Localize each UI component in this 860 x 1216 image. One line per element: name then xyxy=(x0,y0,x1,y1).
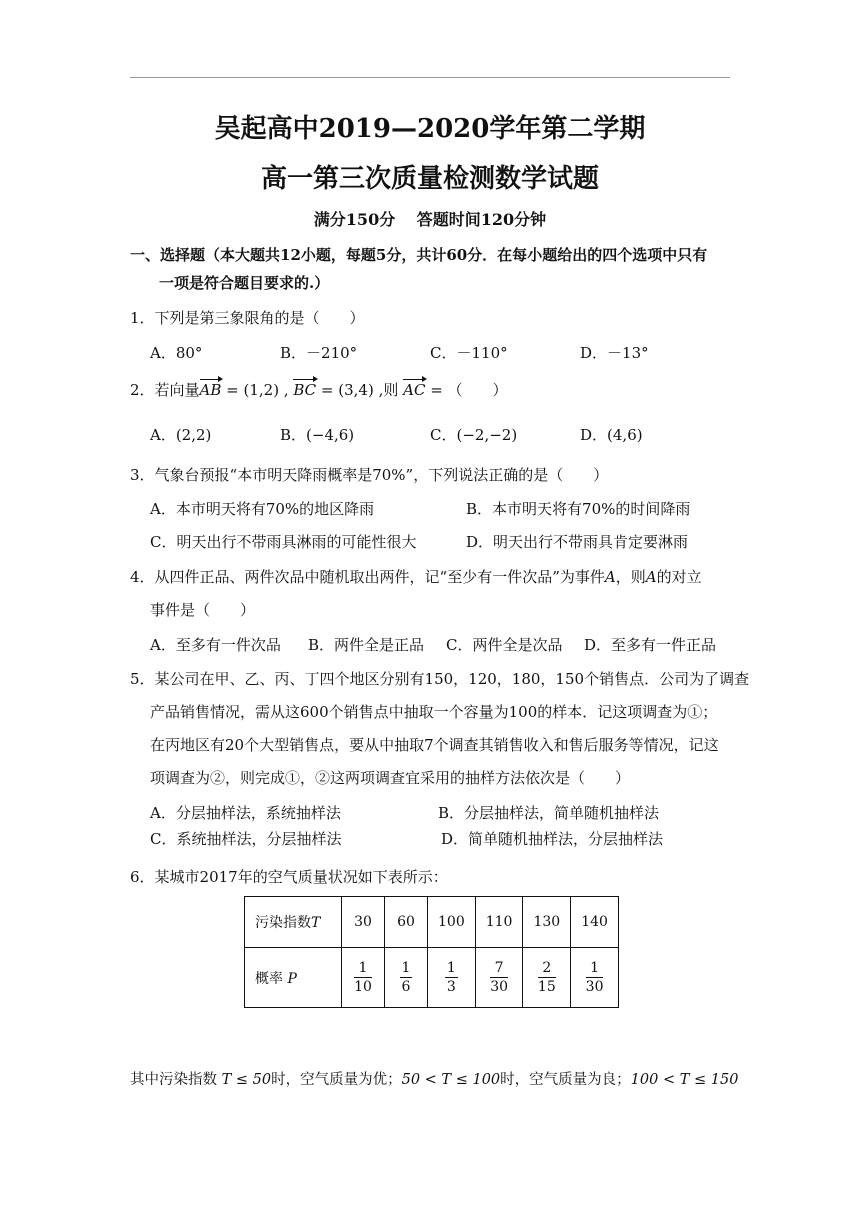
q1-stem: 1．下列是第三象限角的是（ ） xyxy=(130,309,365,327)
table-cell xyxy=(571,948,619,1008)
q4-option-d: D．至多有一件正品 xyxy=(584,636,717,654)
q2-option-d: D．(4,6) xyxy=(580,426,643,444)
q5-line1: 5．某公司在甲、乙、丙、丁四个地区分别有150，120，180，150个销售点．公司为了调查 xyxy=(130,670,750,688)
q5-option-c: C．系统抽样法，分层抽样法 xyxy=(150,830,342,848)
table-row-probability xyxy=(245,948,619,1008)
q2-prefix: 2．若向量 xyxy=(130,381,200,399)
denominator: 6 xyxy=(401,979,411,995)
denominator: 30 xyxy=(585,979,604,995)
q4-line1 xyxy=(130,566,702,587)
q3-option-d: D．明天出行不带雨具肯定要淋雨 xyxy=(466,533,689,551)
header-rule xyxy=(130,77,730,78)
fraction xyxy=(586,960,604,995)
q5-line3: 在丙地区有20个大型销售点，要从中抽取7个调查其销售收入和售后服务等情况，记这 xyxy=(150,736,719,754)
q1-option-c: C．－110° xyxy=(430,344,508,362)
denominator: 30 xyxy=(490,979,509,995)
table-cell: 130 xyxy=(523,897,571,948)
numerator: 1 xyxy=(586,960,604,978)
table-cell xyxy=(428,948,476,1008)
q2-eq1: = (1,2) , xyxy=(221,381,294,399)
q2-option-b: B．(−4,6) xyxy=(280,426,355,444)
exam-subtitle xyxy=(0,207,860,230)
fraction xyxy=(538,960,556,995)
air-quality-table xyxy=(244,896,619,1008)
denominator: 3 xyxy=(446,979,456,995)
q5-option-b: B．分层抽样法，简单随机抽样法 xyxy=(438,804,660,822)
q2-option-a: A．(2,2) xyxy=(150,426,212,444)
q3-option-b: B．本市明天将有70%的时间降雨 xyxy=(466,500,691,518)
table-row-index xyxy=(245,897,619,948)
q5-option-a: A．分层抽样法，系统抽样法 xyxy=(150,804,341,822)
fraction xyxy=(490,960,508,995)
q6-condition-line xyxy=(130,1068,738,1089)
q1-option-a: A．80° xyxy=(150,344,203,362)
answer-time: 答题时间120分钟 xyxy=(416,210,547,229)
q6-condition-text-a: 其中污染指数 xyxy=(130,1072,217,1088)
var-t: T xyxy=(311,915,321,931)
table-cell: 100 xyxy=(428,897,476,948)
q3-option-c: C．明天出行不带雨具淋雨的可能性很大 xyxy=(150,533,417,551)
q2-eq2: = (3,4) ,则 xyxy=(316,381,404,399)
q4-option-c: C．两件全是次品 xyxy=(446,636,563,654)
q4-line1-text-b: ，则 xyxy=(615,568,646,586)
q4-line2: 事件是（ ） xyxy=(150,601,256,619)
q6-condition-math-b: T ≤ 50 xyxy=(217,1072,272,1088)
q2-stem xyxy=(130,379,508,400)
exam-title-line2: 高一第三次质量检测数学试题 xyxy=(260,164,599,194)
q1-option-d: D．－13° xyxy=(580,344,649,362)
exam-title-line1: 吴起高中2019—2020学年第二学期 xyxy=(214,114,646,144)
section1-heading-line1: 一、选择题（本大题共12小题，每题5分，共计60分．在每小题给出的四个选项中只有 xyxy=(130,246,708,264)
table-cell xyxy=(342,948,385,1008)
table-cell: 60 xyxy=(385,897,428,948)
numerator: 1 xyxy=(354,960,372,978)
numerator: 1 xyxy=(446,960,456,976)
row-header-index-text: 污染指数 xyxy=(255,915,311,931)
event-a: A xyxy=(604,568,616,586)
q6-condition-text-e: 时，空气质量为良； xyxy=(500,1072,631,1088)
q6-condition-math-f: 100 < T ≤ 150 xyxy=(630,1072,739,1088)
q4-line1-text-c: 的对立 xyxy=(656,568,702,586)
row-header-probability-text: 概率 xyxy=(255,970,283,987)
fraction xyxy=(354,960,372,995)
table-cell: 140 xyxy=(571,897,619,948)
q4-line1-text: 4．从四件正品、两件次品中随机取出两件，记“至少有一件次品”为事件 xyxy=(130,568,605,586)
row-header-index xyxy=(245,897,342,948)
denominator: 15 xyxy=(537,979,556,995)
numerator: 2 xyxy=(538,960,556,978)
q3-stem: 3．气象台预报“本市明天降雨概率是70%”，下列说法正确的是（ ） xyxy=(130,466,609,484)
row-header-probability xyxy=(245,948,342,1008)
vector-bc: BC xyxy=(293,381,317,399)
q6-condition-math-d: 50 < T ≤ 100 xyxy=(401,1072,501,1088)
event-a-2: A xyxy=(645,568,657,586)
numerator: 1 xyxy=(401,960,411,976)
vector-ab: AB xyxy=(199,381,222,399)
q5-line4: 项调查为②，则完成①，②这两项调查宜采用的抽样方法依次是（ ） xyxy=(150,769,631,787)
table-cell xyxy=(523,948,571,1008)
section1-heading-line2: 一项是符合题目要求的.） xyxy=(159,274,330,292)
table-cell: 30 xyxy=(342,897,385,948)
q5-option-d: D．简单随机抽样法，分层抽样法 xyxy=(441,830,664,848)
q4-option-b: B．两件全是正品 xyxy=(308,636,425,654)
q1-option-b: B．－210° xyxy=(280,344,358,362)
q6-stem: 6．某城市2017年的空气质量状况如下表所示： xyxy=(130,868,448,886)
table-cell xyxy=(385,948,428,1008)
q2-suffix: = （ ） xyxy=(425,381,508,399)
table-cell xyxy=(475,948,523,1008)
q2-option-c: C．(−2,−2) xyxy=(430,426,518,444)
fraction xyxy=(400,960,413,995)
var-p: P xyxy=(287,970,297,987)
q5-line2: 产品销售情况，需从这600个销售点中抽取一个容量为100的样本．记这项调查为①； xyxy=(150,703,718,721)
table-cell: 110 xyxy=(475,897,523,948)
q4-option-a: A．至多有一件次品 xyxy=(150,636,281,654)
q6-condition-text-c: 时，空气质量为优； xyxy=(271,1072,402,1088)
vector-ac: AC xyxy=(403,381,426,399)
denominator: 10 xyxy=(354,979,372,995)
full-score: 满分150分 xyxy=(313,210,396,229)
numerator: 7 xyxy=(490,960,508,978)
fraction xyxy=(445,960,458,995)
q3-option-a: A．本市明天将有70%的地区降雨 xyxy=(150,500,375,518)
